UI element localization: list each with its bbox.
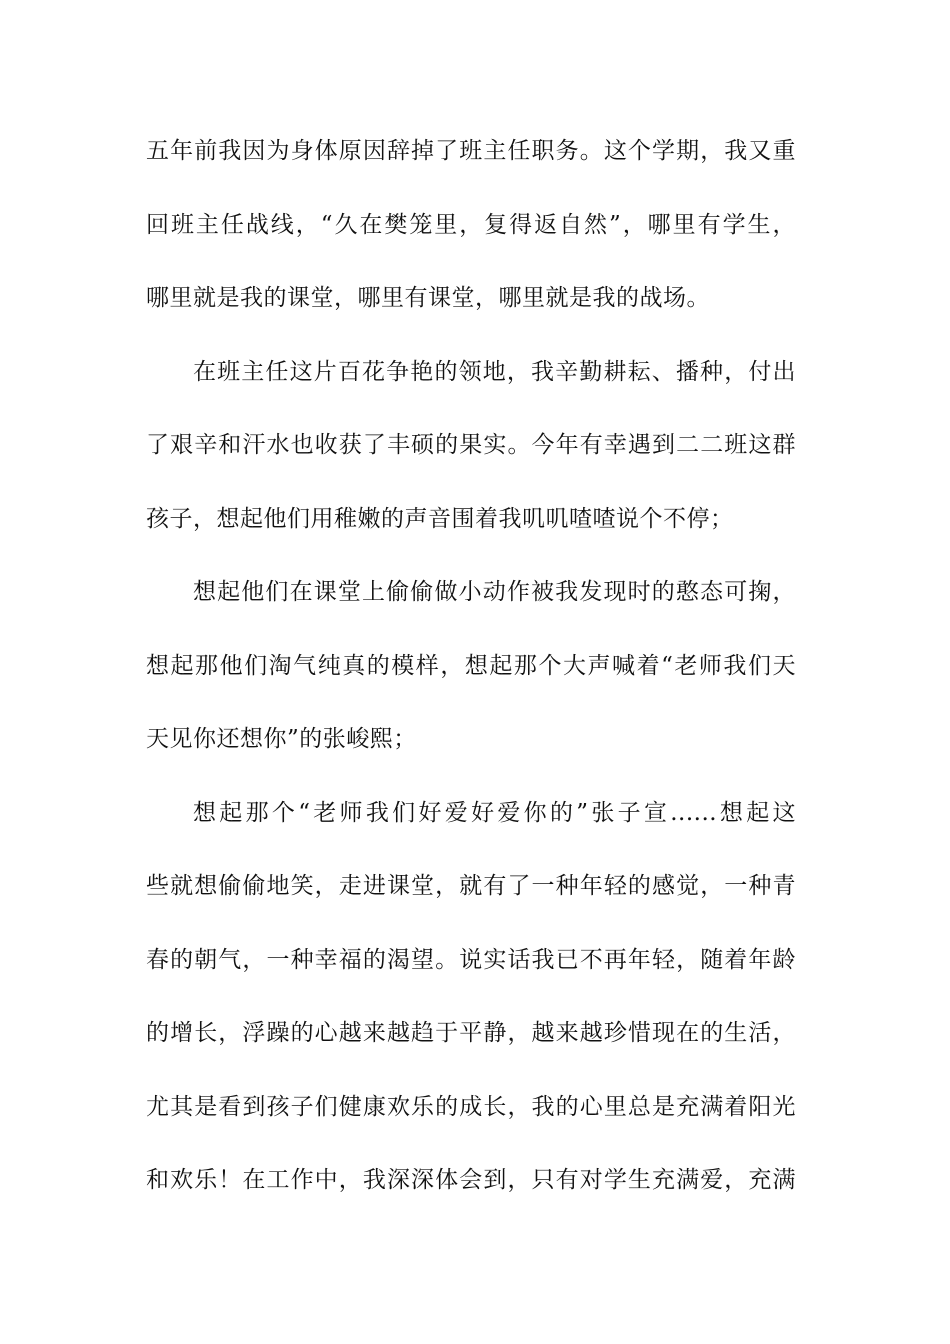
text-line: 五年前我因为身体原因辞掉了班主任职务。这个学期，我又重 (146, 138, 796, 164)
text-line: 哪里就是我的课堂，哪里有课堂，哪里就是我的战场。 (146, 285, 710, 311)
text-line: 了艰辛和汗水也收获了丰硕的果实。今年有幸遇到二二班这群 (146, 432, 796, 458)
text-line: 在班主任这片百花争艳的领地，我辛勤耕耘、播种，付出 (193, 358, 796, 385)
text-line: 些就想偷偷地笑，走进课堂，就有了一种年轻的感觉，一种青 (146, 873, 796, 899)
text-line: 孩子，想起他们用稚嫩的声音围着我叽叽喳喳说个不停； (146, 505, 734, 532)
text-line: 想起他们在课堂上偷偷做小动作被我发现时的憨态可掬， (193, 579, 796, 605)
body-text (146, 128, 796, 1231)
text-line: 春的朝气，一种幸福的渴望。说实话我已不再年轻，随着年龄 (146, 946, 796, 973)
text-line: 想起那个“老师我们好爱好爱你的”张子宣......想起这 (193, 799, 796, 826)
text-line: 天见你还想你”的张峻熙； (146, 726, 417, 752)
text-line: 尤其是看到孩子们健康欢乐的成长，我的心里总是充满着阳光 (146, 1093, 796, 1120)
text-line: 回班主任战线，“久在樊笼里，复得返自然”，哪里有学生， (146, 211, 796, 238)
text-line: 的增长，浮躁的心越来越趋于平静，越来越珍惜现在的生活， (146, 1020, 796, 1046)
text-line: 和欢乐！在工作中，我深深体会到，只有对学生充满爱，充满 (146, 1167, 796, 1193)
text-line: 想起那他们淘气纯真的模样，想起那个大声喊着“老师我们天 (146, 652, 796, 679)
